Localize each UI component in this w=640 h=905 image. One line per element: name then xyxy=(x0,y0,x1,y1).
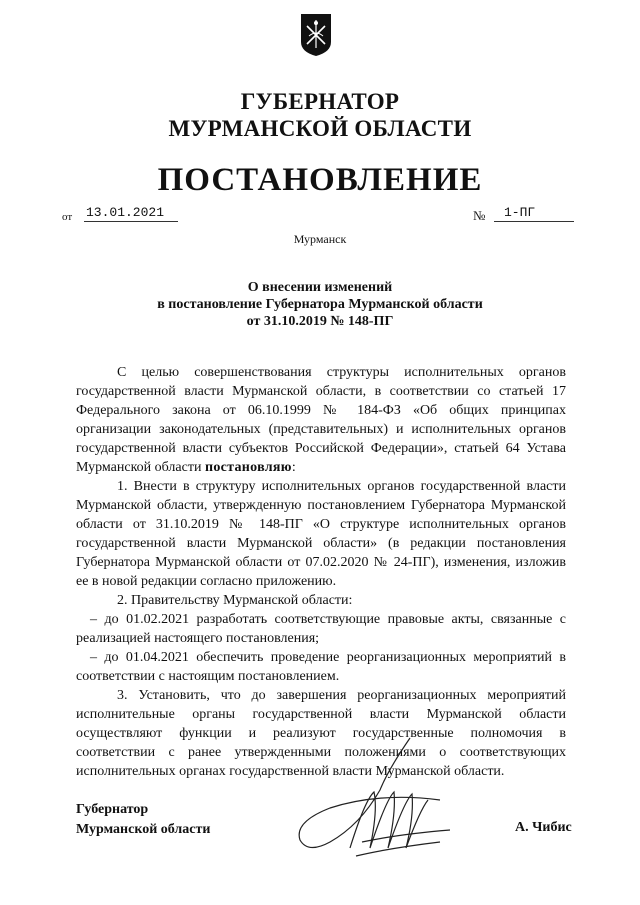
document-subject xyxy=(0,279,640,330)
item-2-b: – до 01.04.2021 обеспечить проведение реорганизационных мероприятий в соответствии с настоящим постановлением. xyxy=(76,650,566,684)
item-3: 3. Установить, что до завершения реорганизационных мероприятий исполнительные органы государственной власти Мурманской области осуществляют функции и реализуют государственные полномочия в соответствии с ранее утвержденными положениями о соответствующих исполнительных органах государственной власти Мурманской области. xyxy=(76,688,566,779)
authority-title-line2: МУРМАНСКОЙ ОБЛАСТИ xyxy=(168,116,472,141)
item-1: 1. Внести в структуру исполнительных органов государственной власти Мурманской области, утвержденную постановлением Губернатора Мурманской области от 31.10.2019 № 148-ПГ «О структуре исполнительных органов государственной власти Мурманской области» (в редакции постановления Губернатора Мурманской области от 07.02.2020 № 24-ПГ), изменения, изложив ее в новой редакции согласно приложению. xyxy=(76,479,566,589)
signatory-name: А. Чибис xyxy=(515,820,572,835)
authority-title-line1: ГУБЕРНАТОР xyxy=(240,89,400,114)
coat-of-arms-icon xyxy=(299,12,333,58)
city-name: Мурманск xyxy=(293,232,347,246)
intro-text: С целью совершенствования структуры исполнительных органов государственной власти Мурманской области, в соответствии со статьей 17 Федерального закона от 06.10.1999 № 184-ФЗ «Об общих принципах организации законодательных (представительных) и исполнительных органов государственной власти субъектов Российской Федерации», статьей 64 Устава Мурманской области xyxy=(76,365,566,475)
signatory-position-line2: Мурманской области xyxy=(76,822,211,837)
intro-end: : xyxy=(291,460,296,475)
handwritten-signature xyxy=(290,730,470,880)
item-2-a: – до 01.02.2021 разработать соответствующие правовые акты, связанные с реализацией настоящего постановления; xyxy=(76,612,566,646)
document-type-title: ПОСТАНОВЛЕНИЕ xyxy=(157,162,483,198)
decree-word: постановляю xyxy=(204,460,292,475)
intro-paragraph xyxy=(76,363,566,477)
document-body xyxy=(76,363,566,781)
document-number: 1-ПГ xyxy=(494,204,574,222)
signatory-position-line1: Губернатор xyxy=(76,802,149,817)
signatory-position xyxy=(76,800,210,840)
date-prefix: от xyxy=(62,211,73,223)
subject-line1: О внесении изменений xyxy=(247,280,393,295)
subject-line3: от 31.10.2019 № 148-ПГ xyxy=(246,314,394,329)
number-prefix: № xyxy=(473,208,486,223)
item-2: 2. Правительству Мурманской области: xyxy=(117,593,353,608)
subject-line2: в постановление Губернатора Мурманской области xyxy=(157,297,483,312)
document-date: 13.01.2021 xyxy=(84,204,178,222)
